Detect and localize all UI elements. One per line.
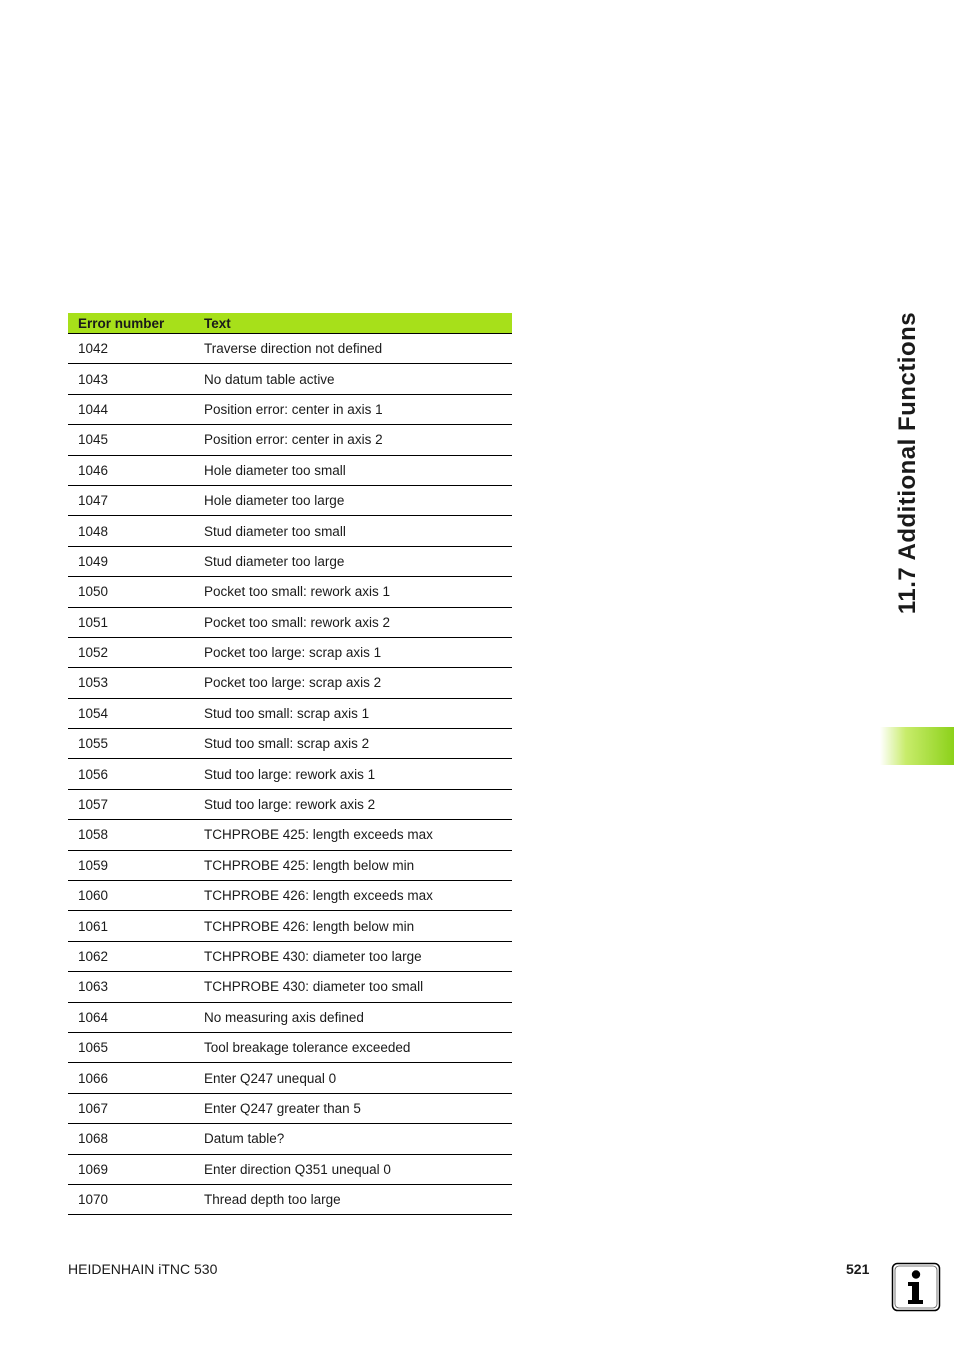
error-number-cell: 1050: [68, 577, 204, 607]
error-number-cell: 1046: [68, 455, 204, 485]
error-number-cell: 1060: [68, 881, 204, 911]
error-number-cell: 1044: [68, 394, 204, 424]
table-body: [68, 334, 512, 1215]
error-text-cell: Thread depth too large: [204, 1184, 512, 1214]
error-text-cell: Stud too small: scrap axis 1: [204, 698, 512, 728]
error-number-cell: 1043: [68, 364, 204, 394]
error-number-cell: 1057: [68, 789, 204, 819]
error-text-cell: Pocket too large: scrap axis 1: [204, 637, 512, 667]
table-row: [68, 881, 512, 911]
column-header-text: Text: [204, 313, 512, 334]
table-row: [68, 789, 512, 819]
error-number-cell: 1056: [68, 759, 204, 789]
error-text-cell: Enter Q247 greater than 5: [204, 1093, 512, 1123]
error-number-cell: 1063: [68, 972, 204, 1002]
error-number-cell: 1042: [68, 334, 204, 364]
error-number-cell: 1064: [68, 1002, 204, 1032]
table-row: [68, 820, 512, 850]
table-row: [68, 850, 512, 880]
error-number-cell: 1049: [68, 546, 204, 576]
error-number-cell: 1053: [68, 668, 204, 698]
table-row: [68, 485, 512, 515]
error-text-cell: Tool breakage tolerance exceeded: [204, 1032, 512, 1062]
table-row: [68, 1124, 512, 1154]
page-number: 521: [846, 1261, 870, 1277]
table-row: [68, 729, 512, 759]
error-text-cell: Traverse direction not defined: [204, 334, 512, 364]
column-header-error-number: Error number: [68, 313, 204, 334]
table-row: [68, 455, 512, 485]
error-text-cell: Stud too large: rework axis 1: [204, 759, 512, 789]
error-number-cell: 1066: [68, 1063, 204, 1093]
error-text-cell: Stud too large: rework axis 2: [204, 789, 512, 819]
error-number-cell: 1054: [68, 698, 204, 728]
error-text-cell: Enter Q247 unequal 0: [204, 1063, 512, 1093]
info-icon: [891, 1262, 941, 1312]
table-row: [68, 1154, 512, 1184]
error-text-cell: Stud diameter too small: [204, 516, 512, 546]
error-number-cell: 1045: [68, 425, 204, 455]
error-number-cell: 1047: [68, 485, 204, 515]
error-number-cell: 1061: [68, 911, 204, 941]
error-text-cell: Datum table?: [204, 1124, 512, 1154]
error-text-cell: TCHPROBE 430: diameter too large: [204, 941, 512, 971]
error-number-cell: 1059: [68, 850, 204, 880]
error-number-cell: 1070: [68, 1184, 204, 1214]
table-row: [68, 1002, 512, 1032]
table-row: [68, 577, 512, 607]
error-text-cell: Stud too small: scrap axis 2: [204, 729, 512, 759]
error-text-cell: TCHPROBE 425: length below min: [204, 850, 512, 880]
error-number-cell: 1062: [68, 941, 204, 971]
table-row: [68, 698, 512, 728]
error-number-cell: 1058: [68, 820, 204, 850]
error-text-cell: Hole diameter too large: [204, 485, 512, 515]
table-row: [68, 972, 512, 1002]
error-number-cell: 1048: [68, 516, 204, 546]
section-title-text: 11.7 Additional Functions: [894, 311, 921, 615]
error-text-cell: TCHPROBE 426: length exceeds max: [204, 881, 512, 911]
error-number-cell: 1067: [68, 1093, 204, 1123]
chapter-tab-marker: [880, 727, 954, 765]
error-text-cell: No datum table active: [204, 364, 512, 394]
table-row: [68, 334, 512, 364]
table-row: [68, 1093, 512, 1123]
error-text-cell: Position error: center in axis 1: [204, 394, 512, 424]
error-number-cell: 1069: [68, 1154, 204, 1184]
error-table: [68, 313, 512, 1215]
error-text-cell: Hole diameter too small: [204, 455, 512, 485]
table-row: [68, 911, 512, 941]
error-number-cell: 1055: [68, 729, 204, 759]
error-text-cell: Pocket too small: rework axis 1: [204, 577, 512, 607]
error-text-cell: Enter direction Q351 unequal 0: [204, 1154, 512, 1184]
error-text-cell: Pocket too large: scrap axis 2: [204, 668, 512, 698]
error-text-cell: Stud diameter too large: [204, 546, 512, 576]
error-text-cell: No measuring axis defined: [204, 1002, 512, 1032]
table-row: [68, 1063, 512, 1093]
table-row: [68, 607, 512, 637]
table-row: [68, 516, 512, 546]
error-text-cell: Pocket too small: rework axis 2: [204, 607, 512, 637]
error-number-cell: 1065: [68, 1032, 204, 1062]
table-row: [68, 1032, 512, 1062]
error-text-cell: TCHPROBE 430: diameter too small: [204, 972, 512, 1002]
table-row: [68, 759, 512, 789]
table-row: [68, 637, 512, 667]
error-number-cell: 1068: [68, 1124, 204, 1154]
footer-product-name: HEIDENHAIN iTNC 530: [68, 1261, 218, 1277]
error-number-cell: 1052: [68, 637, 204, 667]
table-row: [68, 394, 512, 424]
table-row: [68, 546, 512, 576]
error-number-cell: 1051: [68, 607, 204, 637]
error-text-cell: TCHPROBE 425: length exceeds max: [204, 820, 512, 850]
table-row: [68, 1184, 512, 1214]
table-row: [68, 668, 512, 698]
error-text-cell: TCHPROBE 426: length below min: [204, 911, 512, 941]
table-row: [68, 364, 512, 394]
table-header-row: [68, 313, 512, 334]
table-row: [68, 941, 512, 971]
error-text-cell: Position error: center in axis 2: [204, 425, 512, 455]
table-row: [68, 425, 512, 455]
